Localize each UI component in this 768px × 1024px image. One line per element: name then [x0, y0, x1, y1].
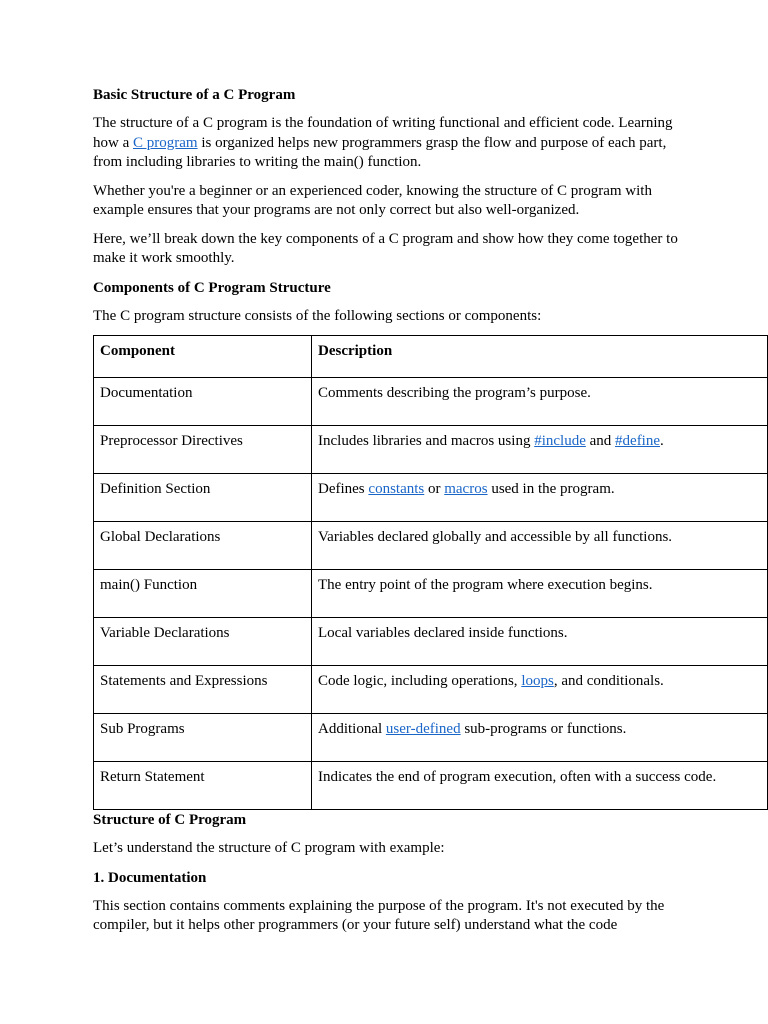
description-text: Code logic, including operations, [318, 673, 522, 689]
description-cell [312, 762, 768, 810]
description-cell [312, 618, 768, 666]
intro-paragraph-2: Whether you're a beginner or an experienced coder, knowing the structure of C program with example ensures that your programs are not only correct but also well-organized. [93, 182, 652, 218]
documentation-heading: 1. Documentation [93, 869, 207, 886]
component-cell: Preprocessor Directives [94, 426, 312, 474]
table-row [94, 474, 768, 522]
header-description: Description [312, 336, 768, 378]
description-cell [312, 522, 768, 570]
components-heading: Components of C Program Structure [93, 279, 331, 296]
description-cell [312, 378, 768, 426]
intro-paragraph-3: Here, we’ll break down the key components of a C program and show how they come together to make it work smoothly. [93, 230, 678, 266]
description-link[interactable]: #define [615, 433, 661, 449]
structure-lead: Let’s understand the structure of C program with example: [93, 840, 445, 856]
description-text: Variables declared globally and accessible by all functions. [318, 529, 673, 545]
documentation-paragraph: This section contains comments explaining the purpose of the program. It's not executed by the compiler, but it helps other programmers (or your future self) understand what the code [93, 897, 665, 933]
table-row [94, 762, 768, 810]
description-text: sub-programs or functions. [460, 721, 627, 737]
table-row [94, 426, 768, 474]
description-link[interactable]: macros [444, 481, 488, 497]
description-text: Additional [318, 721, 386, 737]
component-cell: Sub Programs [94, 714, 312, 762]
c-program-link[interactable]: C program [133, 134, 198, 151]
structure-heading: Structure of C Program [93, 812, 247, 828]
intro-paragraph-1 [93, 114, 678, 173]
components-table-body [94, 378, 768, 810]
description-text: used in the program. [487, 481, 615, 497]
description-cell [312, 666, 768, 714]
intro-p1-text-before: The structure of a C program is the foundation of writing functional and efficient code. Learning how a [93, 115, 673, 151]
table-row [94, 378, 768, 426]
description-text: . [660, 433, 664, 449]
component-cell: Statements and Expressions [94, 666, 312, 714]
component-cell: Global Declarations [94, 522, 312, 570]
table-header-row [94, 336, 768, 378]
table-row [94, 618, 768, 666]
description-text: , and conditionals. [553, 673, 664, 689]
page-title: Basic Structure of a C Program [93, 87, 296, 103]
description-text: The entry point of the program where execution begins. [318, 577, 653, 593]
description-cell [312, 570, 768, 618]
table-row [94, 666, 768, 714]
component-cell: Documentation [94, 378, 312, 426]
table-row [94, 714, 768, 762]
component-cell: Definition Section [94, 474, 312, 522]
component-cell: Return Statement [94, 762, 312, 810]
component-cell: main() Function [94, 570, 312, 618]
description-text: Indicates the end of program execution, often with a success code. [318, 769, 717, 785]
components-table [93, 335, 768, 810]
component-cell: Variable Declarations [94, 618, 312, 666]
description-link[interactable]: constants [368, 481, 425, 497]
description-cell [312, 714, 768, 762]
header-component: Component [94, 336, 312, 378]
description-link[interactable]: loops [521, 673, 554, 689]
description-link[interactable]: user-defined [385, 721, 461, 737]
description-text: Defines [318, 481, 369, 497]
description-text: and [585, 433, 616, 449]
document-page [93, 85, 768, 945]
description-link[interactable]: #include [534, 433, 586, 449]
description-text: or [424, 481, 445, 497]
description-cell [312, 474, 768, 522]
description-cell [312, 426, 768, 474]
description-text: Comments describing the program’s purpose. [318, 385, 591, 401]
components-lead: The C program structure consists of the following sections or components: [93, 307, 542, 324]
intro-p1-text-after: is organized helps new programmers grasp the flow and purpose of each part, from including libraries to writing the main() function. [93, 134, 667, 170]
table-row [94, 522, 768, 570]
structure-section [93, 810, 768, 936]
description-text: Local variables declared inside functions. [318, 625, 568, 641]
table-row [94, 570, 768, 618]
description-text: Includes libraries and macros using [318, 433, 535, 449]
